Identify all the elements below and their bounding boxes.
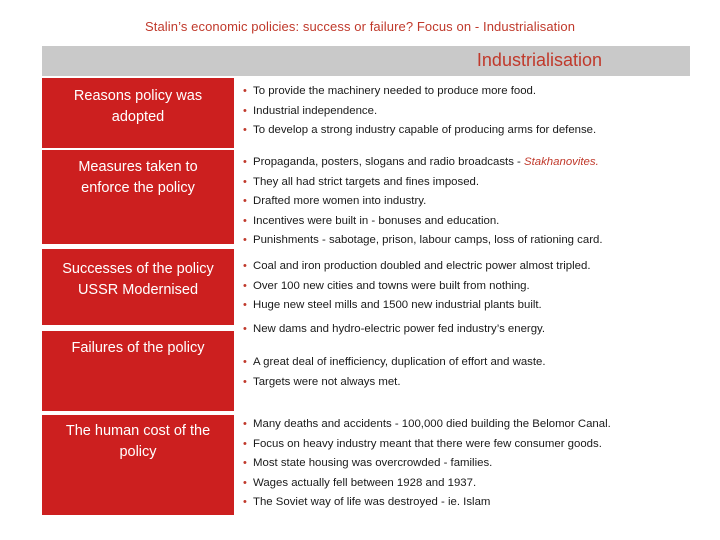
bullet-list-failures [243, 353, 713, 392]
row-label-line: Reasons policy was [73, 88, 203, 104]
row-label-line: USSR Modernised [77, 282, 199, 298]
bullet-list-reasons [243, 82, 713, 141]
list-item-text: Propaganda, posters, slogans and radio broadcasts - [253, 156, 525, 168]
stakhanovites-term: Stakhanovites. [524, 156, 599, 168]
bullet-list-measures [243, 153, 713, 251]
row-label-successes [42, 249, 234, 325]
list-item: • New dams and hydro-electric power fed industry’s energy. [243, 320, 713, 340]
row-label-human-cost [42, 415, 234, 515]
bullet-list-human-cost [243, 415, 713, 513]
list-item: • Focus on heavy industry meant that there were few consumer goods. [243, 435, 713, 455]
section-header [42, 46, 690, 76]
list-item: • Industrial independence. [243, 102, 713, 122]
list-item: • Most state housing was overcrowded - families. [243, 454, 713, 474]
row-label-reasons [42, 78, 234, 148]
list-item: • They all had strict targets and fines imposed. [243, 173, 713, 193]
row-label-line: Successes of the policy [62, 261, 214, 277]
list-item: • Huge new steel mills and 1500 new industrial plants built. [243, 296, 713, 316]
list-item: • A great deal of inefficiency, duplication of effort and waste. [243, 353, 713, 373]
list-item [243, 153, 713, 173]
list-item: • Over 100 new cities and towns were built from nothing. [243, 277, 713, 297]
bullet-list-successes [243, 257, 713, 339]
list-item: • The Soviet way of life was destroyed - ie. Islam [243, 493, 713, 513]
row-label-line: Measures taken to [78, 159, 198, 175]
list-item: • Targets were not always met. [243, 373, 713, 393]
list-item: • Coal and iron production doubled and electric power almost tripled. [243, 257, 713, 277]
list-item: • Drafted more women into industry. [243, 192, 713, 212]
row-label-line: adopted [111, 109, 165, 125]
list-item: • Wages actually fell between 1928 and 1937. [243, 474, 713, 494]
list-item: • Incentives were built in - bonuses and education. [243, 212, 713, 232]
list-item: • To provide the machinery needed to produce more food. [243, 82, 713, 102]
row-label-line: The human cost of the [65, 423, 211, 439]
list-item: • Punishments - sabotage, prison, labour camps, loss of rationing card. [243, 231, 713, 251]
section-header-label: Industrialisation [476, 50, 602, 70]
row-label-line: policy [119, 444, 157, 460]
row-label-measures [42, 150, 234, 244]
row-label-failures [42, 331, 234, 411]
row-label-line: Failures of the policy [71, 340, 205, 356]
list-item: • To develop a strong industry capable of producing arms for defense. [243, 121, 713, 141]
page-title: Stalin’s economic policies: success or failure? Focus on - Industrialisation [144, 19, 576, 34]
list-item: • Many deaths and accidents - 100,000 died building the Belomor Canal. [243, 415, 713, 435]
row-label-line: enforce the policy [81, 180, 195, 196]
